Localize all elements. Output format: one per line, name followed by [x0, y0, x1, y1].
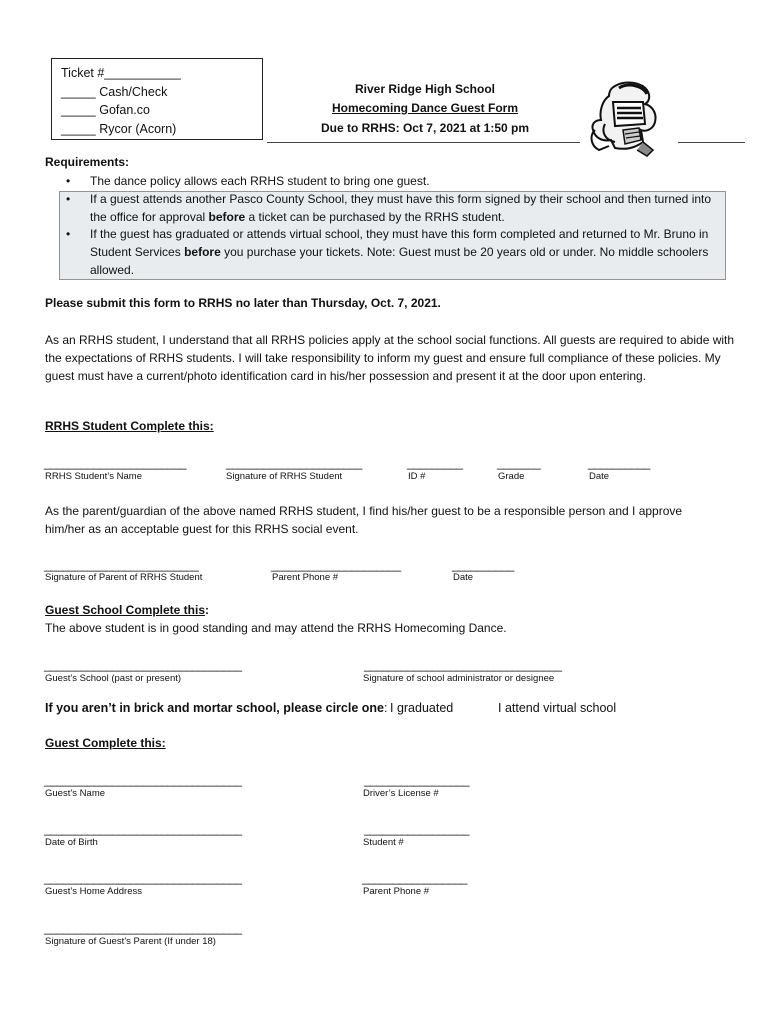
student-grade-label: Grade [498, 471, 525, 482]
student-id-label: ID # [408, 471, 426, 482]
guest-address-label: Guest’s Home Address [45, 886, 142, 897]
parent-signature-label: Signature of Parent of RRHS Student [45, 572, 203, 583]
requirement-item: • If a guest attends another Pasco County School, they must have this form signed by their school and then turned into the office for approval before a ticket can be purchased by the RRHS student. [66, 191, 712, 224]
guest-school-field[interactable]: ________________________________ [44, 658, 242, 672]
drivers-license-field[interactable]: _________________ [364, 773, 469, 787]
student-signature-label: Signature of RRHS Student [226, 471, 343, 482]
guest-parent-phone-label: Parent Phone # [363, 886, 430, 897]
header-divider [267, 142, 580, 143]
option-graduated[interactable]: I graduated [390, 701, 454, 715]
guest-school-statement: The above student is in good standing and may attend the RRHS Homecoming Dance. [45, 621, 507, 635]
parent-date-label: Date [453, 572, 474, 583]
student-grade-field[interactable]: _______ [497, 456, 541, 470]
parent-phone-field[interactable]: _____________________ [271, 558, 401, 572]
payment-cash-check: _____ Cash/Check [61, 84, 168, 99]
submit-deadline-note: Please submit this form to RRHS no later than Thursday, Oct. 7, 2021. [45, 296, 441, 310]
school-admin-signature-label: Signature of school administrator or designee [363, 673, 555, 684]
policy-paragraph: As an RRHS student, I understand that all RRHS policies apply at the school social functions. All guests are required to abide with the expectations of RRHS students. I will take responsibility to inform my guest and ensure full compliance of these policies. My guest must have a current/photo identification card in his/her possession and present it at the door upon entering. [45, 333, 735, 383]
guest-section-heading: Guest Complete this: [45, 736, 166, 750]
student-name-field[interactable]: _______________________ [44, 456, 186, 470]
student-date-label: Date [589, 471, 610, 482]
guest-school-heading: Guest School Complete this: [45, 603, 210, 617]
guest-parent-signature-field[interactable]: ________________________________ [44, 921, 242, 935]
ticket-box [51, 58, 263, 140]
requirements-list [62, 173, 727, 280]
date-of-birth-field[interactable]: ________________________________ [44, 822, 242, 836]
guest-address-field[interactable]: ________________________________ [44, 871, 242, 885]
drivers-license-label: Driver’s License # [363, 788, 439, 799]
student-name-label: RRHS Student’s Name [45, 471, 142, 482]
guest-parent-phone-field[interactable]: _________________ [362, 871, 467, 885]
student-date-field[interactable]: __________ [588, 456, 650, 470]
requirements-title: Requirements: [45, 155, 130, 169]
student-signature-field[interactable]: ______________________ [226, 456, 362, 470]
student-number-field[interactable]: _________________ [364, 822, 469, 836]
student-section-heading: RRHS Student Complete this: [45, 419, 214, 433]
school-admin-signature-field[interactable]: ________________________________ [364, 658, 562, 672]
form-title: Homecoming Dance Guest Form [331, 101, 519, 115]
date-of-birth-label: Date of Birth [45, 837, 98, 848]
student-id-field[interactable]: _________ [407, 456, 463, 470]
school-name: River Ridge High School [354, 82, 495, 96]
guest-school-label: Guest’s School (past or present) [45, 673, 182, 684]
student-number-label: Student # [363, 837, 404, 848]
requirement-item: • The dance policy allows each RRHS student to bring one guest. [66, 174, 430, 188]
parent-date-field[interactable]: __________ [452, 558, 514, 572]
circle-one-prompt: If you aren’t in brick and mortar school, please circle one: [45, 701, 388, 715]
header-divider-right [678, 142, 745, 143]
guest-name-field[interactable]: ________________________________ [44, 773, 242, 787]
due-date: Due to RRHS: Oct 7, 2021 at 1:50 pm [320, 121, 530, 135]
guest-name-label: Guest’s Name [45, 788, 106, 799]
parent-phone-label: Parent Phone # [272, 572, 339, 583]
parent-approval-paragraph: As the parent/guardian of the above named RRHS student, I find his/her guest to be a responsible person and I approve him/her as an acceptable guest for this RRHS social event. [45, 504, 683, 536]
parent-signature-field[interactable]: _________________________ [44, 558, 199, 572]
payment-gofan: _____ Gofan.co [61, 103, 150, 117]
ticket-number-line: Ticket #___________ [61, 66, 181, 80]
option-virtual-school[interactable]: I attend virtual school [498, 701, 617, 715]
guest-parent-signature-label: Signature of Guest’s Parent (If under 18) [45, 936, 216, 947]
payment-rycor: _____ Rycor (Acorn) [61, 121, 177, 136]
knight-helmet-icon [585, 80, 663, 160]
requirement-item: • If the guest has graduated or attends virtual school, they must have this form completed and returned to Mr. Bruno in Student Services before you purchase your tickets. Note: Guest must be 20 years old or under. No middle schoolers allowed. [66, 227, 709, 277]
